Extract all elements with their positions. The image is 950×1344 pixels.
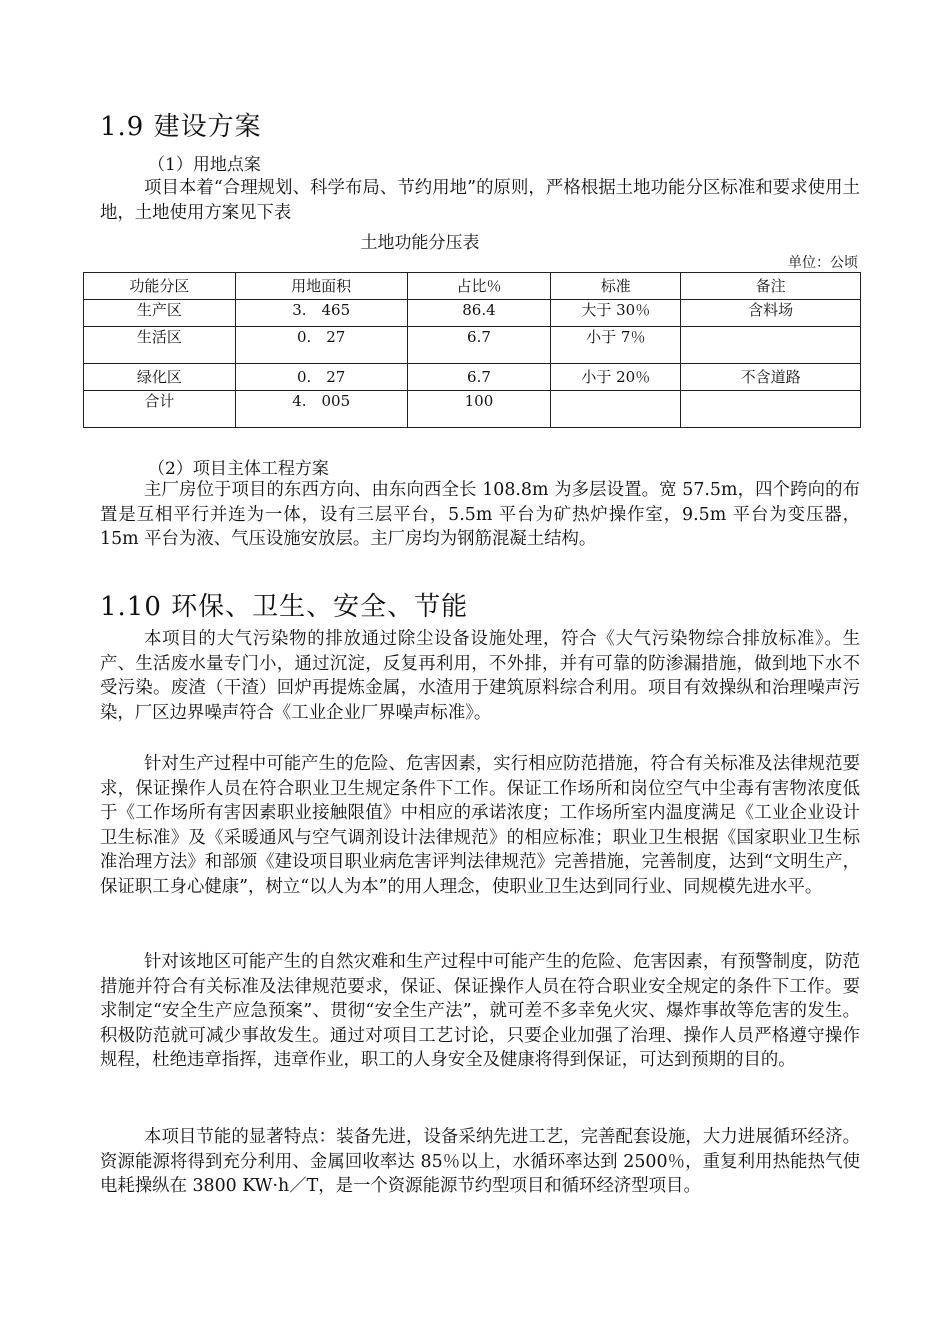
paragraph-main-works: 主厂房位于项目的东西方向、由东向西全长 108.8m 为多层设置。宽 57.5m，四个跨向的布置是互相平行并连为一体，设有三层平台，5.5m 平台为矿热炉操作室，9.5m 平台为变压器，15m 平台为液、气压设施安放层。主厂房均为钢筋混凝土结构。 [100, 480, 860, 549]
table-cell: 4. 005 [235, 391, 407, 428]
table-cell: 生产区 [84, 300, 236, 327]
table-cell [681, 327, 861, 364]
table-row [84, 391, 861, 428]
table-row [84, 327, 861, 364]
table-header-cell: 功能分区 [84, 273, 236, 300]
table-cell: 合计 [84, 391, 236, 428]
table-cell: 6.7 [407, 364, 551, 391]
section-heading-1-9: 1.9 建设方案 [100, 112, 262, 142]
table-cell [551, 391, 681, 428]
table-title: 土地功能分压表 [360, 233, 480, 253]
table-cell [681, 391, 861, 428]
table-header-cell: 备注 [681, 273, 861, 300]
subheading-main-works: （2）项目主体工程方案 [148, 459, 329, 479]
table-cell: 大于 30％ [551, 300, 681, 327]
paragraph-environment: 本项目的大气污染物的排放通过除尘设备设施处理，符合《大气污染物综合排放标准》。生产、生活废水量专门小，通过沉淀，反复再利用，不外排，并有可靠的防渗漏措施，做到地下水不受污染。废渣（干渣）回炉再提炼金属，水渣用于建筑原料综合利用。项目有效操纵和治理噪声污染，厂区边界噪声符合《工业企业厂界噪声标准》。 [100, 629, 860, 723]
table-cell: 不含道路 [681, 364, 861, 391]
table-header-cell: 占比％ [407, 273, 551, 300]
subheading-land-use: （1）用地点案 [148, 155, 261, 175]
paragraph-safety: 针对该地区可能产生的自然灾难和生产过程中可能产生的危险、危害因素，有预警制度，防范措施并符合有关标准及法律规范要求，保证、保证操作人员在符合职业安全规定的条件下工作。要求制定“安全生产应急预案”、贯彻“安全生产法”，就可差不多幸免火灾、爆炸事故等危害的发生。积极防范就可减少事故发生。通过对项目工艺讨论，只要企业加强了治理、操作人员严格遵守操作规程，杜绝违章指挥，违章作业，职工的人身安全及健康将得到保证，可达到预期的目的。 [100, 952, 860, 1070]
table-cell: 小于 7％ [551, 327, 681, 364]
table-cell: 86.4 [407, 300, 551, 327]
table-cell: 6.7 [407, 327, 551, 364]
table-unit: 单位：公顷 [788, 255, 858, 271]
table-cell: 生活区 [84, 327, 236, 364]
table-cell: 绿化区 [84, 364, 236, 391]
table-cell: 0. 27 [235, 364, 407, 391]
land-function-table [83, 272, 861, 428]
table-cell: 100 [407, 391, 551, 428]
table-cell: 3. 465 [235, 300, 407, 327]
table-header-cell: 用地面积 [235, 273, 407, 300]
table-row [84, 364, 861, 391]
table-cell: 0. 27 [235, 327, 407, 364]
paragraph-land-use: 项目本着“合理规划、科学布局、节约用地”的原则，严格根据土地功能分区标准和要求使用土地，土地使用方案见下表 [100, 178, 860, 223]
section-heading-1-10: 1.10 环保、卫生、安全、节能 [100, 592, 469, 622]
table-header-cell: 标准 [551, 273, 681, 300]
table-header-row [84, 273, 861, 300]
table-row [84, 300, 861, 327]
table-cell: 含料场 [681, 300, 861, 327]
table-cell: 小于 20％ [551, 364, 681, 391]
paragraph-energy: 本项目节能的显著特点：装备先进，设备采纳先进工艺，完善配套设施，大力进展循环经济。资源能源将得到充分利用、金属回收率达 85％以上，水循环率达到 2500％，重复利用热能热气使电耗操纵在 3800 KW·h／T，是一个资源能源节约型项目和循环经济型项目。 [100, 1127, 860, 1196]
paragraph-health: 针对生产过程中可能产生的危险、危害因素，实行相应防范措施，符合有关标准及法律规范要求，保证操作人员在符合职业卫生规定条件下工作。保证工作场所和岗位空气中尘毒有害物浓度低于《工作场所有害因素职业接触限值》中相应的承诺浓度；工作场所室内温度满足《工业企业设计卫生标准》及《采暖通风与空气调剂设计法律规范》的相应标准；职业卫生根据《国家职业卫生标准治理方法》和部颁《建设项目职业病危害评判法律规范》完善措施，完善制度，达到“文明生产，保证职工身心健康”，树立“以人为本”的用人理念，使职业卫生达到同行业、同规模先进水平。 [100, 754, 860, 897]
